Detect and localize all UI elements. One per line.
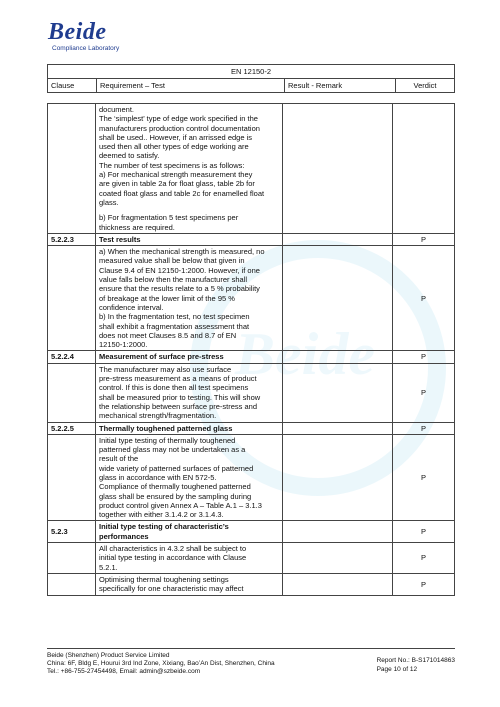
requirement-text <box>96 434 283 521</box>
table-row <box>48 104 455 234</box>
requirement-line: specifically for one characteristic may affect <box>99 584 244 594</box>
requirement-line: product control given Annex A – Table A.1 – 3.1.3 <box>99 500 262 510</box>
footer-company: Beide (Shenzhen) Product Service Limited <box>47 652 170 659</box>
result-remark <box>283 351 393 363</box>
requirement-text <box>96 246 283 351</box>
company-logo <box>48 20 119 52</box>
result-remark <box>283 521 393 543</box>
requirement-line: result of the <box>99 454 139 464</box>
verdict: P <box>393 233 455 245</box>
footer-company-block <box>47 652 275 676</box>
table-row <box>48 351 455 363</box>
result-remark <box>283 573 393 595</box>
requirement-text <box>96 543 283 574</box>
requirement-line: of breakage at the lower limit of the 95 % <box>99 293 235 303</box>
requirement-line: shall exhibit a fragmentation assessment that <box>99 321 250 331</box>
requirement-line: initial type testing in accordance with Clause <box>99 553 247 563</box>
clause-number <box>48 363 96 422</box>
clause-number <box>48 434 96 521</box>
watermark-logo: Beide <box>235 321 375 387</box>
table-row <box>48 246 455 351</box>
requirement-text <box>96 422 283 434</box>
result-remark <box>283 363 393 422</box>
table-row <box>48 363 455 422</box>
footer-report-block <box>377 656 455 674</box>
table-row <box>48 434 455 521</box>
table-row <box>48 573 455 595</box>
table-row <box>48 543 455 574</box>
footer-contact: Tel.: +86-755-27454498, Email: admin@szbeide.com <box>47 668 201 675</box>
table-row <box>48 422 455 434</box>
clause-number: 5.2.2.4 <box>48 351 96 363</box>
verdict: P <box>393 573 455 595</box>
result-remark <box>283 543 393 574</box>
col-clause: Clause <box>48 79 97 93</box>
verdict: P <box>393 543 455 574</box>
requirement-text <box>96 351 283 363</box>
requirement-line: All characteristics in 4.3.2 shall be subject to <box>99 544 247 554</box>
clause-number: 5.2.2.3 <box>48 233 96 245</box>
section-title: Thermally toughened patterned glass <box>99 423 233 433</box>
result-remark <box>283 422 393 434</box>
standard-header-table <box>47 64 455 93</box>
requirement-text <box>96 573 283 595</box>
requirement-line: coated float glass and table 2c for enamelled float <box>99 188 265 198</box>
requirement-line: a) For mechanical strength measurement they <box>99 170 253 180</box>
requirement-line: thickness are required. <box>99 222 175 232</box>
requirement-line: document. <box>99 105 135 114</box>
col-requirement: Requirement – Test <box>97 79 285 93</box>
requirement-line: mechanical strength/fragmentation. <box>99 411 217 421</box>
standard-title: EN 12150-2 <box>48 65 455 79</box>
requirement-line: value falls below then the manufacturer shall <box>99 275 248 285</box>
requirement-line: Initial type testing of thermally toughened <box>99 435 236 445</box>
verdict: P <box>393 521 455 543</box>
requirement-line: Optimising thermal toughening settings <box>99 574 229 584</box>
col-verdict: Verdict <box>396 79 455 93</box>
requirement-line: b) For fragmentation 5 test specimens per <box>99 213 239 223</box>
requirement-line: The manufacturer may also use surface <box>99 364 232 374</box>
result-remark <box>283 233 393 245</box>
requirement-line: confidence interval. <box>99 302 164 312</box>
requirement-line: manufacturers production control documentation <box>99 123 260 133</box>
result-remark <box>283 104 393 234</box>
footer-rule <box>47 648 455 649</box>
requirements-table <box>47 103 455 596</box>
requirement-line: glass in accordance with EN 572-5. <box>99 472 217 482</box>
verdict <box>393 104 455 234</box>
requirement-line: together with either 3.1.4.2 or 3.1.4.3. <box>99 510 224 520</box>
requirement-line: deemed to satisfy. <box>99 151 160 161</box>
result-remark <box>283 434 393 521</box>
clause-number: 5.2.3 <box>48 521 96 543</box>
section-title-line: performances <box>99 531 149 541</box>
requirement-line: wide variety of patterned surfaces of patterned <box>99 463 254 473</box>
requirement-line: glass. <box>99 197 119 207</box>
requirement-line: shall be measured prior to testing. This will show <box>99 392 261 402</box>
requirement-line: 5.2.1. <box>99 562 118 572</box>
verdict: P <box>393 434 455 521</box>
requirement-line: a) When the mechanical strength is measured, no <box>99 247 265 257</box>
clause-number <box>48 246 96 351</box>
requirement-line: the relationship between surface pre-stress and <box>99 401 258 411</box>
requirement-line: patterned glass may not be undertaken as a <box>99 445 246 455</box>
page-number: Page 10 of 12 <box>376 666 418 673</box>
requirement-line: shall be used.. However, if an arrissed edge is <box>99 132 252 142</box>
requirement-line: The ‘simplest’ type of edge work specified in the <box>99 114 258 124</box>
section-title: Measurement of surface pre-stress <box>99 352 224 362</box>
requirement-line: are given in table 2a for float glass, table 2b for <box>99 179 255 189</box>
requirement-line: does not meet Clauses 8.5 and 8.7 of EN <box>99 330 237 340</box>
verdict: P <box>393 363 455 422</box>
requirement-line: control. If this is done then all test specimens <box>99 383 249 393</box>
requirement-text <box>96 104 283 234</box>
requirement-line: measured value shall be below that given in <box>99 256 245 266</box>
requirement-line: Clause 9.4 of EN 12150-1:2000. However, if one <box>99 265 260 275</box>
requirement-line: used then all other types of edge working are <box>99 142 249 152</box>
logo-brand: Beide <box>48 19 107 45</box>
clause-number <box>48 543 96 574</box>
verdict: P <box>393 422 455 434</box>
requirement-text <box>96 233 283 245</box>
clause-number <box>48 104 96 234</box>
requirement-line: b) In the fragmentation test, no test specimen <box>99 312 250 322</box>
logo-subtitle: Compliance Laboratory <box>52 45 120 52</box>
requirement-line: The number of test specimens is as follows: <box>99 160 245 170</box>
requirement-line: glass shall be ensured by the sampling during <box>99 491 252 501</box>
requirement-line: 12150-1:2000. <box>99 340 148 350</box>
report-number: Report No.: B-S171014863 <box>376 657 455 664</box>
requirement-line: ensure that the results relate to a 5 % probability <box>99 284 260 294</box>
section-title-line: Initial type testing of characteristic’s <box>99 522 229 532</box>
table-row <box>48 233 455 245</box>
result-remark <box>283 246 393 351</box>
table-row <box>48 521 455 543</box>
requirement-line: Compliance of thermally toughened patterned <box>99 482 251 492</box>
requirement-text <box>96 363 283 422</box>
requirement-line: pre-stress measurement as a means of product <box>99 374 257 384</box>
footer-address: China: 6F, Bldg E, Hourui 3rd Ind Zone, Xixiang, Bao’An Dist, Shenzhen, China <box>47 660 275 667</box>
clause-number <box>48 573 96 595</box>
col-result: Result - Remark <box>285 79 396 93</box>
clause-number: 5.2.2.5 <box>48 422 96 434</box>
requirement-text <box>96 521 283 543</box>
verdict: P <box>393 351 455 363</box>
section-title: Test results <box>99 234 141 244</box>
verdict: P <box>393 246 455 351</box>
